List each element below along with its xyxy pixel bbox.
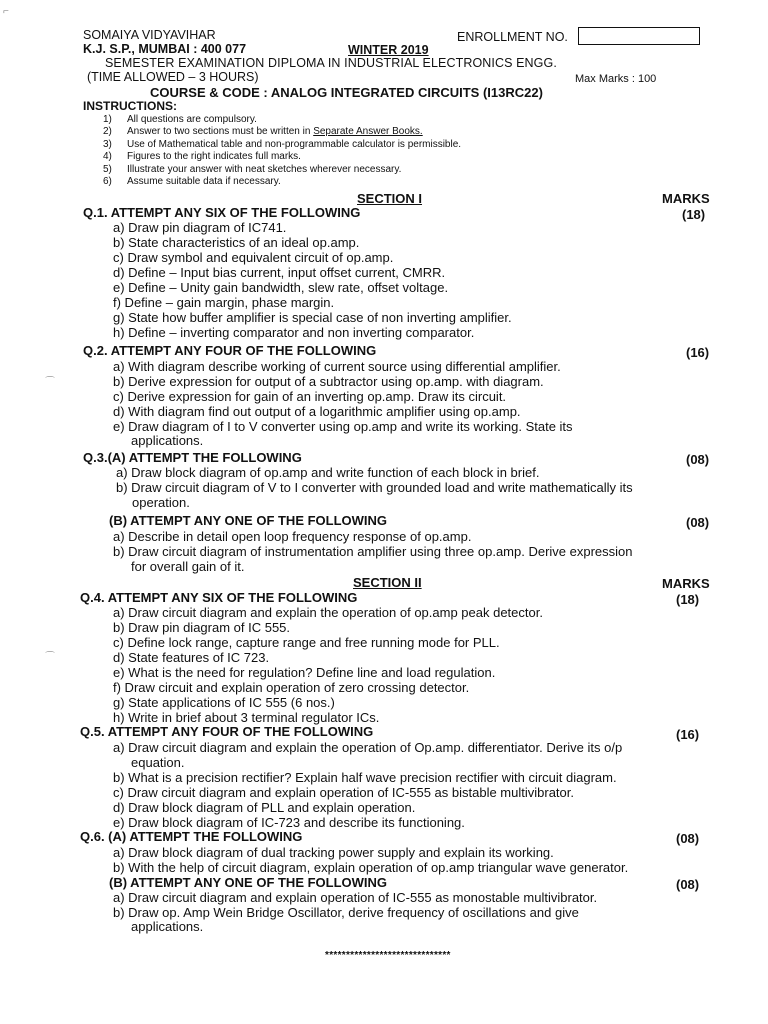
question-item: c) Define lock range, capture range and free running mode for PLL. bbox=[113, 635, 500, 650]
instruction-text: Assume suitable data if necessary. bbox=[127, 176, 281, 187]
scan-mark: ⌐ bbox=[3, 6, 9, 17]
course-title: COURSE & CODE : ANALOG INTEGRATED CIRCUITS (I13RC22) bbox=[150, 85, 543, 100]
question-item-continued: applications. bbox=[131, 919, 204, 934]
question-item: b) With the help of circuit diagram, explain operation of op.amp triangular wave generator. bbox=[113, 860, 629, 875]
question-item: c) Draw circuit diagram and explain operation of IC-555 as bistable multivibrator. bbox=[113, 785, 574, 800]
institute-address: K.J. S.P., MUMBAI : 400 077 bbox=[83, 42, 247, 56]
question-item: e) Draw diagram of I to V converter using op.amp and write its working. State its bbox=[113, 419, 573, 434]
max-marks: Max Marks : 100 bbox=[575, 73, 657, 85]
question-item: e) Draw block diagram of IC-723 and describe its functioning. bbox=[113, 815, 465, 830]
exam-title: SEMESTER EXAMINATION DIPLOMA IN INDUSTRIAL ELECTRONICS ENGG. bbox=[105, 56, 557, 70]
q6a-title: Q.6. (A) ATTEMPT THE FOLLOWING bbox=[80, 829, 303, 844]
instruction-text: Use of Mathematical table and non-programmable calculator is permissible. bbox=[127, 139, 462, 150]
question-item: d) State features of IC 723. bbox=[113, 650, 270, 665]
question-item: b) Draw circuit diagram of V to I converter with grounded load and write mathematically its bbox=[116, 480, 633, 495]
question-item: g) State how buffer amplifier is special case of non inverting amplifier. bbox=[113, 310, 512, 325]
end-of-paper-stars: ****************************** bbox=[325, 950, 451, 961]
question-item: b) Draw pin diagram of IC 555. bbox=[113, 620, 291, 635]
question-item: a) Draw circuit diagram and explain the operation of Op.amp. differentiator. Derive its o/p bbox=[113, 740, 623, 755]
question-item-continued: for overall gain of it. bbox=[131, 559, 245, 574]
question-item-continued: applications. bbox=[131, 433, 204, 448]
institute-name: SOMAIYA VIDYAVIHAR bbox=[83, 28, 216, 42]
instruction-num: 5) bbox=[103, 164, 112, 175]
q3b-title: (B) ATTEMPT ANY ONE OF THE FOLLOWING bbox=[109, 513, 388, 528]
enrollment-number-box bbox=[578, 27, 700, 45]
section-2-marks-label: MARKS bbox=[662, 576, 710, 591]
instruction-num: 6) bbox=[103, 176, 112, 187]
instruction-num: 1) bbox=[103, 114, 112, 125]
q5-marks: (16) bbox=[676, 727, 700, 742]
instructions-title: INSTRUCTIONS: bbox=[83, 99, 177, 113]
question-item: h) Write in brief about 3 terminal regulator ICs. bbox=[113, 710, 380, 725]
q3a-title: Q.3.(A) ATTEMPT THE FOLLOWING bbox=[83, 450, 302, 465]
instruction-num: 2) bbox=[103, 126, 112, 137]
question-item: b) What is a precision rectifier? Explain half wave precision rectifier with circuit diagram. bbox=[113, 770, 617, 785]
q6b-marks: (08) bbox=[676, 877, 700, 892]
question-item: c) Derive expression for gain of an inverting op.amp. Draw its circuit. bbox=[113, 389, 507, 404]
section-1-marks-label: MARKS bbox=[662, 191, 710, 206]
instruction-text: Figures to the right indicates full marks. bbox=[127, 151, 301, 162]
question-item: h) Define – inverting comparator and non inverting comparator. bbox=[113, 325, 475, 340]
enrollment-label: ENROLLMENT NO. bbox=[457, 30, 568, 44]
question-item: b) Draw circuit diagram of instrumentation amplifier using three op.amp. Derive expression bbox=[113, 544, 633, 559]
question-item: e) Define – Unity gain bandwidth, slew rate, offset voltage. bbox=[113, 280, 449, 295]
time-allowed: (TIME ALLOWED – 3 HOURS) bbox=[87, 70, 259, 84]
instruction-text: Illustrate your answer with neat sketches wherever necessary. bbox=[127, 164, 402, 175]
q3b-marks: (08) bbox=[686, 515, 710, 530]
question-item: a) Draw block diagram of op.amp and write function of each block in brief. bbox=[116, 465, 540, 480]
question-item: d) Draw block diagram of PLL and explain operation. bbox=[113, 800, 416, 815]
question-item: b) State characteristics of an ideal op.amp. bbox=[113, 235, 360, 250]
q5-title: Q.5. ATTEMPT ANY FOUR OF THE FOLLOWING bbox=[80, 724, 374, 739]
q1-marks: (18) bbox=[682, 207, 706, 222]
question-item-continued: operation. bbox=[132, 495, 190, 510]
q4-marks: (18) bbox=[676, 592, 700, 607]
instruction-num: 4) bbox=[103, 151, 112, 162]
scan-mark: ⌒ bbox=[45, 377, 55, 388]
question-item: f) Define – gain margin, phase margin. bbox=[113, 295, 335, 310]
q2-marks: (16) bbox=[686, 345, 710, 360]
question-item: c) Draw symbol and equivalent circuit of op.amp. bbox=[113, 250, 394, 265]
question-item: b) Draw op. Amp Wein Bridge Oscillator, derive frequency of oscillations and give bbox=[113, 905, 579, 920]
question-item: d) With diagram find out output of a logarithmic amplifier using op.amp. bbox=[113, 404, 521, 419]
question-item: a) Draw pin diagram of IC741. bbox=[113, 220, 287, 235]
q4-title: Q.4. ATTEMPT ANY SIX OF THE FOLLOWING bbox=[80, 590, 358, 605]
instruction-text: Answer to two sections must be written in Separate Answer Books. bbox=[127, 126, 423, 137]
q3a-marks: (08) bbox=[686, 452, 710, 467]
question-item: a) Draw circuit diagram and explain the operation of op.amp peak detector. bbox=[113, 605, 543, 620]
question-item: g) State applications of IC 555 (6 nos.) bbox=[113, 695, 335, 710]
q2-title: Q.2. ATTEMPT ANY FOUR OF THE FOLLOWING bbox=[83, 343, 377, 358]
q1-title: Q.1. ATTEMPT ANY SIX OF THE FOLLOWING bbox=[83, 205, 361, 220]
question-item: a) Describe in detail open loop frequency response of op.amp. bbox=[113, 529, 472, 544]
exam-session: WINTER 2019 bbox=[348, 43, 429, 57]
question-item: f) Draw circuit and explain operation of zero crossing detector. bbox=[113, 680, 470, 695]
question-item: e) What is the need for regulation? Define line and load regulation. bbox=[113, 665, 496, 680]
section-2-title: SECTION II bbox=[353, 575, 422, 590]
question-item: b) Derive expression for output of a subtractor using op.amp. with diagram. bbox=[113, 374, 544, 389]
instruction-text: All questions are compulsory. bbox=[127, 114, 257, 125]
instruction-num: 3) bbox=[103, 139, 112, 150]
q6a-marks: (08) bbox=[676, 831, 700, 846]
question-item: d) Define – Input bias current, input offset current, CMRR. bbox=[113, 265, 446, 280]
question-item: a) Draw block diagram of dual tracking power supply and explain its working. bbox=[113, 845, 554, 860]
scan-mark: ⌒ bbox=[45, 652, 55, 663]
question-item: a) Draw circuit diagram and explain operation of IC-555 as monostable multivibrator. bbox=[113, 890, 598, 905]
q6b-title: (B) ATTEMPT ANY ONE OF THE FOLLOWING bbox=[109, 875, 388, 890]
question-item-continued: equation. bbox=[131, 755, 185, 770]
separate-answer-books: Separate Answer Books. bbox=[313, 126, 423, 137]
question-item: a) With diagram describe working of current source using differential amplifier. bbox=[113, 359, 561, 374]
section-1-title: SECTION I bbox=[357, 191, 423, 206]
